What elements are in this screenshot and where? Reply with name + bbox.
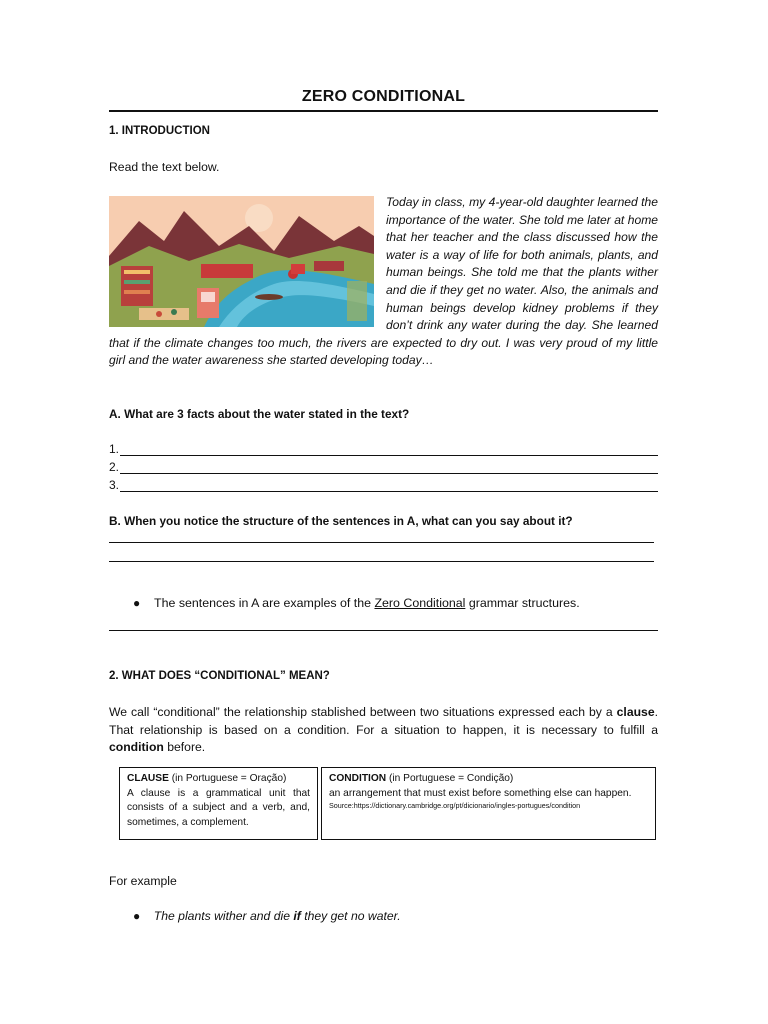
clause-term: CLAUSE bbox=[127, 773, 169, 784]
condition-source: Source:https://dictionary.cambridge.org/pt/dicionario/ingles-portugues/condition bbox=[329, 801, 581, 811]
zero-conditional-link[interactable]: Zero Conditional bbox=[374, 596, 466, 610]
bullet-text-before: The sentences in A are examples of the bbox=[154, 596, 375, 610]
answer-rule-b1[interactable] bbox=[109, 542, 654, 543]
bullet-text-after: grammar structures. bbox=[465, 596, 580, 610]
intro-instruction: Read the text below. bbox=[109, 160, 220, 174]
question-b: B. When you notice the structure of the sentences in A, what can you say about it? bbox=[109, 514, 573, 528]
clause-keyword: clause bbox=[616, 705, 655, 719]
example-if: if bbox=[293, 909, 301, 923]
condition-definition: an arrangement that must exist before something else can happen. bbox=[329, 787, 632, 799]
bullet-icon: ● bbox=[133, 909, 141, 923]
section2-heading: 2. WHAT DOES “CONDITIONAL” MEAN? bbox=[109, 670, 330, 682]
example-before: The plants wither and die bbox=[153, 909, 294, 923]
conditional-definition bbox=[109, 704, 658, 757]
answer-line-2[interactable] bbox=[109, 460, 658, 474]
bullet-item-zero-conditional bbox=[133, 596, 580, 610]
example-bullet bbox=[133, 909, 401, 923]
intro-heading: 1. INTRODUCTION bbox=[109, 125, 210, 137]
clause-translation: (in Portuguese = Oração) bbox=[168, 773, 287, 784]
condition-keyword: condition bbox=[109, 740, 164, 755]
answer-line-3[interactable] bbox=[109, 478, 658, 492]
answer-number-2: 2. bbox=[109, 460, 120, 474]
definition-part-1: We call “conditional” the relationship stablished between two situations expressed each by a bbox=[109, 705, 617, 719]
definition-part-3: before. bbox=[163, 740, 206, 755]
story-text: Today in class, my 4-year-old daughter learned the importance of the water. She told me later at home that her teacher and the class discussed how the water is a way of life for both animals, plants, and human beings. She told me that the plants wither and die if they get no water. Also, the animals and human beings develop kidney problems if they don’t drink any water during the day. She learned that if the climate changes too much, the rivers are expected to dry out. I was very proud of my little girl and the water awareness she started developing today… bbox=[109, 195, 658, 368]
example-label: For example bbox=[109, 874, 177, 888]
water-illustration bbox=[109, 196, 374, 327]
question-a: A. What are 3 facts about the water stated in the text? bbox=[109, 407, 410, 421]
clause-box bbox=[119, 767, 318, 840]
answer-number-1: 1. bbox=[109, 442, 120, 456]
bullet-icon: ● bbox=[133, 596, 141, 610]
condition-box bbox=[321, 767, 656, 840]
answer-number-3: 3. bbox=[109, 478, 120, 492]
title-underline bbox=[109, 110, 658, 112]
story-paragraph bbox=[109, 194, 658, 370]
answer-rule-b2[interactable] bbox=[109, 561, 654, 562]
clause-definition: A clause is a grammatical unit that consists of a subject and a verb, and, sometimes, a complement. bbox=[127, 787, 310, 828]
example-after: they get no water. bbox=[300, 909, 401, 923]
condition-translation: (in Portuguese = Condição) bbox=[386, 773, 514, 784]
definition-part-2: . That relationship is based on a condition. For a situation to happen, it is necessary to fulfill a bbox=[109, 705, 658, 737]
condition-term: CONDITION bbox=[329, 773, 387, 784]
answer-line-1[interactable] bbox=[109, 442, 658, 456]
page-title: ZERO CONDITIONAL bbox=[301, 88, 466, 105]
section-divider bbox=[109, 630, 658, 631]
